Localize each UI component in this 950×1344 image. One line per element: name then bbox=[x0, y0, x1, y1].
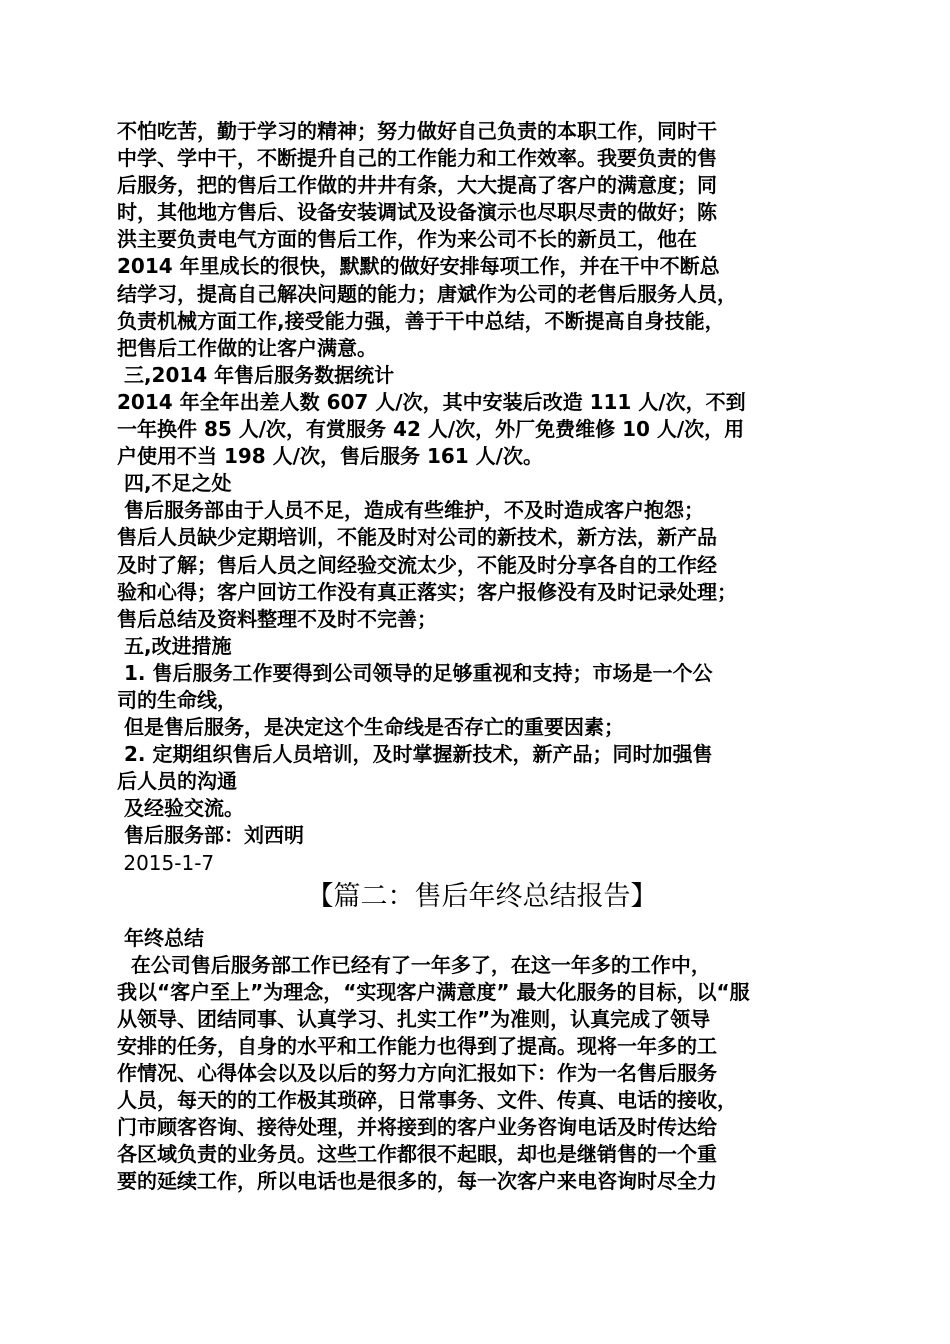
text-line: 要的延续工作，所以电话也是很多的，每一次客户来电咨询时尽全力 bbox=[117, 1169, 717, 1194]
text-line: 后服务，把的售后工作做的井井有条，大大提高了客户的满意度；同 bbox=[117, 173, 717, 198]
text-line: 洪主要负责电气方面的售后工作，作为来公司不长的新员工，他在 bbox=[117, 227, 697, 252]
section-5-improvements bbox=[117, 633, 847, 877]
text-line: 但是售后服务，是决定这个生命线是否存亡的重要因素； bbox=[117, 715, 624, 740]
text-line: 从领导、团结同事、认真学习、扎实工作”为准则，认真完成了领导 bbox=[117, 1006, 711, 1031]
text-line: 人员，每天的的工作极其琐碎，日常事务、文件、传真、电话的接收， bbox=[117, 1088, 737, 1113]
date-line: 2015-1-7 bbox=[117, 850, 215, 875]
part-2-title: 【篇二：售后年终总结报告】 bbox=[306, 880, 658, 912]
text-line: 我以“客户至上”为理念，“实现客户满意度” 最大化服务的目标，以“服 bbox=[117, 979, 750, 1004]
text-line: 售后总结及资料整理不及时不完善； bbox=[117, 606, 437, 631]
text-line: 安排的任务，自身的水平和工作能力也得到了提高。现将一年多的工 bbox=[117, 1034, 717, 1058]
text-line: 2. 定期组织售后人员培训，及时掌握新技术，新产品；同时加强售 bbox=[117, 742, 713, 767]
text-line: 2014 年里成长的很快，默默的做好安排每项工作，并在干中不断总 bbox=[117, 254, 720, 279]
signature-line: 售后服务部：刘西明 bbox=[117, 823, 304, 848]
part-2 bbox=[117, 877, 847, 1196]
text-line: 负责机械方面工作,接受能力强，善于干中总结，不断提高自身技能， bbox=[117, 308, 725, 333]
text-line: 各区域负责的业务员。这些工作都很不起眼，却也是继销售的一个重 bbox=[117, 1142, 717, 1167]
section-3-statistics bbox=[117, 362, 847, 470]
text-line: 一年换件 85 人/次，有赏服务 42 人/次，外厂免费维修 10 人/次，用 bbox=[117, 417, 745, 442]
text-line: 把售后工作做的让客户满意。 bbox=[117, 335, 377, 360]
text-line: 不怕吃苦，勤于学习的精神；努力做好自己负责的本职工作，同时干 bbox=[117, 119, 717, 143]
text-line: 作情况、心得体会以及以后的努力方向汇报如下：作为一名售后服务 bbox=[117, 1061, 717, 1086]
section-heading: 三,2014 年售后服务数据统计 bbox=[117, 362, 395, 387]
section-heading: 五,改进措施 bbox=[117, 633, 232, 658]
text-line: 及经验交流。 bbox=[117, 796, 244, 821]
text-line: 及时了解；售后人员之间经验交流太少，不能及时分享各自的工作经 bbox=[117, 552, 717, 577]
section-1-paragraph bbox=[117, 118, 847, 362]
text-line: 售后服务部由于人员不足，造成有些维护，不及时造成客户抱怨； bbox=[117, 498, 704, 523]
text-line: 验和心得；客户回访工作没有真正落实；客户报修没有及时记录处理； bbox=[117, 579, 737, 604]
text-line: 司的生命线， bbox=[117, 687, 237, 712]
text-line: 在公司售后服务部工作已经有了一年多了，在这一年多的工作中， bbox=[117, 952, 711, 977]
section-heading: 四,不足之处 bbox=[117, 471, 232, 496]
text-line: 门市顾客咨询、接待处理，并将接到的客户业务咨询电话及时传达给 bbox=[117, 1115, 717, 1140]
text-line: 结学习，提高自己解决问题的能力；唐斌作为公司的老售后服务人员， bbox=[117, 281, 737, 306]
text-line: 后人员的沟通 bbox=[117, 769, 237, 794]
part-2-subheading: 年终总结 bbox=[117, 925, 204, 950]
section-4-shortcomings bbox=[117, 470, 847, 633]
text-line: 户使用不当 198 人/次，售后服务 161 人/次。 bbox=[117, 444, 543, 469]
text-line: 售后人员缺少定期培训，不能及时对公司的新技术，新方法，新产品 bbox=[117, 525, 717, 550]
document-body bbox=[117, 118, 847, 1196]
text-line: 中学、学中干，不断提升自己的工作能力和工作效率。我要负责的售 bbox=[117, 146, 717, 171]
text-line: 2014 年全年出差人数 607 人/次，其中安装后改造 111 人/次，不到 bbox=[117, 389, 746, 414]
text-line: 时，其他地方售后、设备安装调试及设备演示也尽职尽责的做好；陈 bbox=[117, 200, 717, 225]
text-line: 1. 售后服务工作要得到公司领导的足够重视和支持；市场是一个公 bbox=[117, 660, 713, 685]
